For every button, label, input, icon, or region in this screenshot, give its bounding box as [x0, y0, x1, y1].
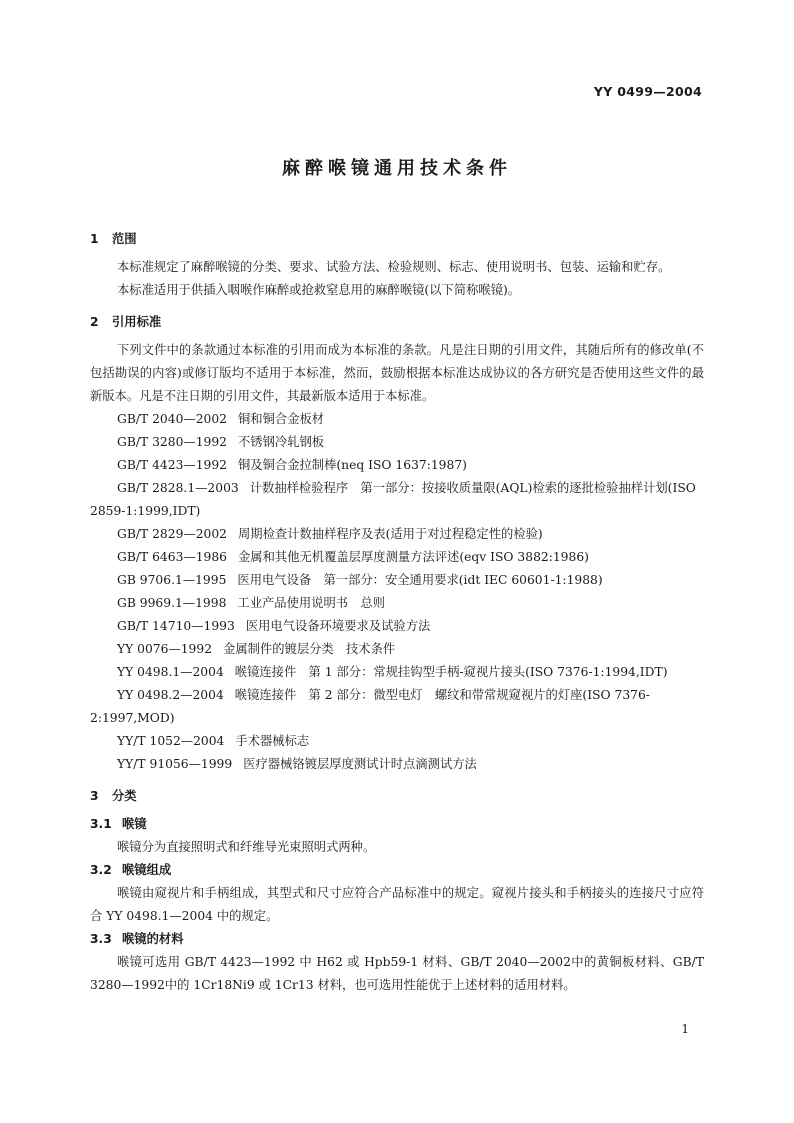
reference-title: 不锈钢冷轧钢板 [238, 435, 325, 449]
reference-code: YY 0498.1—2004 [117, 665, 224, 679]
reference-code: GB/T 2829—2002 [117, 527, 227, 541]
reference-code: GB/T 2828.1—2003 [117, 481, 239, 495]
reference-code: GB 9706.1—1995 [117, 573, 227, 587]
section-heading-scope [90, 228, 704, 251]
paragraph: 喉镜分为直接照明式和纤维导光束照明式两种。 [117, 840, 376, 854]
reference-item [90, 661, 704, 684]
reference-title: 喉镜连接件 第 2 部分：微型电灯 螺纹和带常规窥视片的灯座(ISO 7376-2:1997,MOD) [90, 688, 650, 725]
paragraph: 喉镜由窥视片和手柄组成，其型式和尺寸应符合产品标准中的规定。窥视片接头和手柄接头的连接尺寸应符合 YY 0498.1—2004 中的规定。 [90, 886, 704, 923]
reference-code: GB/T 3280—1992 [117, 435, 227, 449]
reference-title: 医用电气设备环境要求及试验方法 [245, 619, 431, 633]
section-number: 3 [90, 789, 99, 803]
reference-title: 铜及铜合金拉制棒(neq ISO 1637:1987) [238, 458, 467, 472]
reference-title: 工业产品使用说明书 总则 [237, 596, 385, 610]
reference-title: 铜和铜合金板材 [238, 412, 325, 426]
reference-item [90, 546, 704, 569]
reference-title: 金属制件的镀层分类 技术条件 [223, 642, 396, 656]
reference-item [90, 569, 704, 592]
reference-item [90, 730, 704, 753]
reference-item [90, 684, 704, 730]
section-title: 引用标准 [112, 315, 162, 329]
document-title: 麻醉喉镜通用技术条件 [282, 158, 512, 179]
reference-title: 医用电气设备 第一部分：安全通用要求(idt IEC 60601-1:1988) [237, 573, 603, 587]
reference-code: GB/T 6463—1986 [117, 550, 227, 564]
reference-code: YY/T 1052—2004 [117, 734, 225, 748]
reference-item [90, 523, 704, 546]
reference-title: 周期检查计数抽样程序及表(适用于对过程稳定性的检验) [238, 527, 543, 541]
section-title: 分类 [112, 789, 137, 803]
reference-title: 喉镜连接件 第 1 部分：常规挂钩型手柄-窥视片接头(ISO 7376-1:1994,IDT) [234, 665, 668, 679]
reference-code: YY/T 91056—1999 [117, 757, 233, 771]
reference-code: GB 9969.1—1998 [117, 596, 227, 610]
section-title: 范围 [112, 232, 137, 246]
reference-code: YY 0076—1992 [117, 642, 213, 656]
reference-code: GB/T 4423—1992 [117, 458, 227, 472]
page-number: 1 [681, 1022, 689, 1036]
reference-item [90, 592, 704, 615]
reference-code: YY 0498.2—2004 [117, 688, 224, 702]
reference-item [90, 454, 704, 477]
section-heading-normative-references [90, 311, 704, 334]
reference-title: 金属和其他无机覆盖层厚度测量方法评述(eqv ISO 3882:1986) [238, 550, 589, 564]
reference-code: GB/T 14710—1993 [117, 619, 235, 633]
section-number: 2 [90, 315, 99, 329]
subsection-title: 喉镜的材料 [122, 932, 184, 946]
subsection-heading [90, 928, 704, 951]
reference-item [90, 638, 704, 661]
paragraph: 喉镜可选用 GB/T 4423—1992 中 H62 或 Hpb59-1 材料、GB/T 2040—2002中的黄铜板材料、GB/T 3280—1992中的 1Cr18Ni9 或 1Cr13 材料，也可选用性能优于上述材料的适用材料。 [90, 955, 704, 992]
paragraph: 本标准规定了麻醉喉镜的分类、要求、试验方法、检验规则、标志、使用说明书、包装、运输和贮存。 [117, 260, 671, 274]
subsection-title: 喉镜 [122, 817, 147, 831]
reference-item [90, 615, 704, 638]
paragraph: 本标准适用于供插入咽喉作麻醉或抢救窒息用的麻醉喉镜(以下简称喉镜)。 [117, 283, 521, 297]
paragraph: 下列文件中的条款通过本标准的引用而成为本标准的条款。凡是注日期的引用文件，其随后所有的修改单(不包括勘误的内容)或修订版均不适用于本标准，然而，鼓励根据本标准达成协议的各方研究是否使用这些文件的最新版本。凡是不注日期的引用文件，其最新版本适用于本标准。 [90, 343, 704, 403]
section-heading-classification [90, 785, 704, 808]
reference-title: 手术器械标志 [235, 734, 310, 748]
reference-code: GB/T 2040—2002 [117, 412, 227, 426]
reference-item [90, 431, 704, 454]
reference-title: 医疗器械铬镀层厚度测试计时点滴测试方法 [243, 757, 477, 771]
standard-code: YY 0499—2004 [593, 84, 702, 99]
section-number: 1 [90, 232, 99, 246]
subsection-number: 3.3 [90, 932, 112, 946]
subsection-heading [90, 859, 704, 882]
reference-item [90, 408, 704, 431]
subsection-number: 3.2 [90, 863, 112, 877]
reference-item [90, 477, 704, 523]
reference-item [90, 753, 704, 776]
subsection-number: 3.1 [90, 817, 112, 831]
document-body [90, 228, 704, 997]
reference-title: 计数抽样检验程序 第一部分：按接收质量限(AQL)检索的逐批检验抽样计划(ISO 2859-1:1999,IDT) [90, 481, 696, 518]
subsection-title: 喉镜组成 [122, 863, 172, 877]
subsection-heading [90, 813, 704, 836]
